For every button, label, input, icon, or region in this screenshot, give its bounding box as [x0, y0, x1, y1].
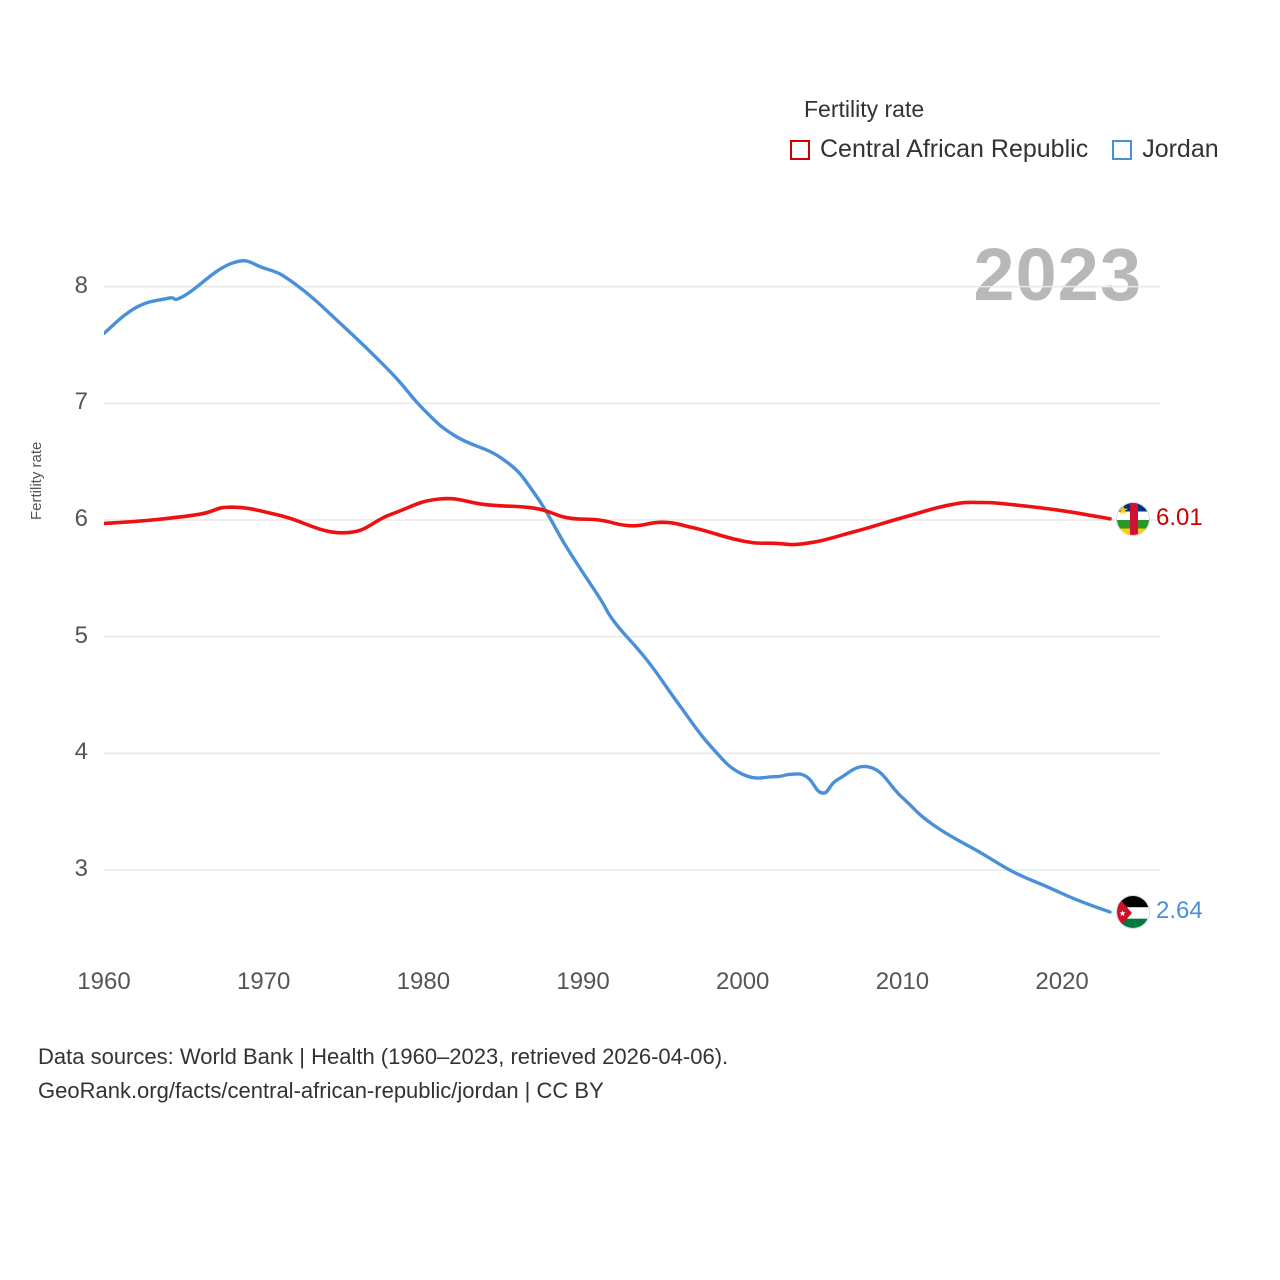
x-tick-2000: 2000 — [716, 968, 770, 995]
footer — [38, 1040, 1238, 1108]
chart-legend — [790, 96, 1260, 164]
y-axis-title: Fertility rate — [28, 441, 45, 520]
legend-items — [790, 135, 1260, 164]
legend-label-caf: Central African Republic — [820, 135, 1089, 163]
x-tick-1960: 1960 — [77, 968, 131, 995]
line-series-jordan — [104, 261, 1110, 912]
legend-label-jordan: Jordan — [1142, 135, 1219, 163]
flag-marker-jordan — [1116, 895, 1150, 929]
year-label: 2023 — [973, 233, 1142, 316]
plot-area — [74, 230, 1203, 995]
plot-svg — [104, 230, 1170, 960]
line-series-central-african-republic — [104, 499, 1110, 545]
legend-title: Fertility rate — [804, 96, 925, 122]
y-tick-6: 6 — [74, 505, 88, 532]
x-tick-2010: 2010 — [875, 968, 930, 995]
legend-item-jordan[interactable] — [1112, 135, 1218, 164]
y-tick-4: 4 — [74, 738, 88, 766]
footer-attribution: GeoRank.org/facts/central-african-republic/jordan | CC BY — [38, 1078, 604, 1104]
x-tick-1990: 1990 — [556, 968, 610, 995]
x-tick-1980: 1980 — [396, 968, 451, 995]
footer-data-sources: Data sources: World Bank | Health (1960–2023, retrieved 2026-04-06). — [38, 1044, 729, 1069]
end-value-jordan: 2.64 — [1156, 897, 1203, 924]
flag-marker-central-african-republic — [1116, 502, 1150, 536]
end-value-central-african-republic: 6.01 — [1156, 503, 1203, 531]
legend-swatch-icon-jordan — [1112, 140, 1132, 160]
legend-item-central-african-republic[interactable] — [790, 135, 1088, 164]
y-tick-7: 7 — [74, 388, 88, 416]
gridlines — [104, 287, 1160, 870]
y-tick-5: 5 — [74, 621, 88, 649]
y-tick-3: 3 — [74, 855, 88, 882]
x-tick-1970: 1970 — [236, 968, 291, 995]
x-tick-2020: 2020 — [1035, 968, 1089, 995]
legend-swatch-icon-caf — [790, 140, 810, 160]
y-tick-8: 8 — [74, 271, 88, 299]
